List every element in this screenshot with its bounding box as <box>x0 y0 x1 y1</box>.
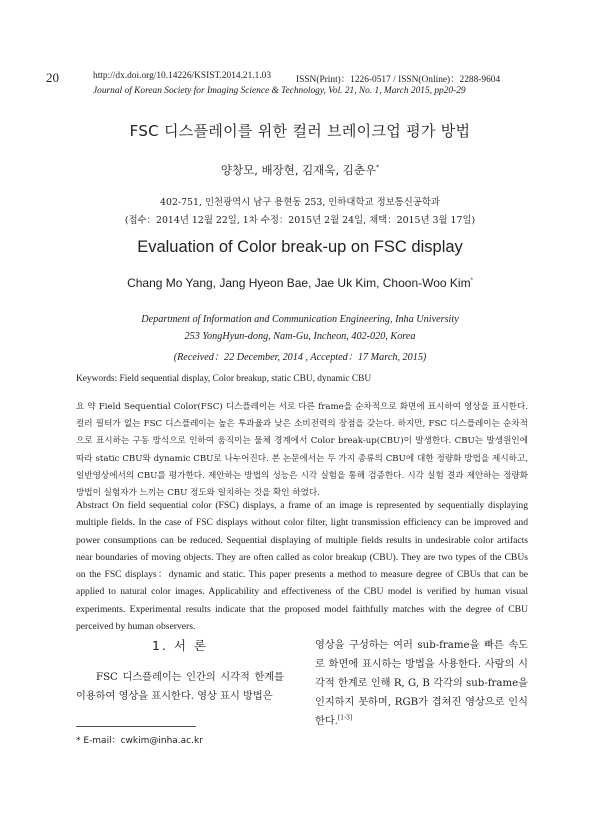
authors-english <box>0 276 600 290</box>
keywords: Keywords: Field sequential display, Color breakup, static CBU, dynamic CBU <box>76 374 372 384</box>
intro-left-column <box>76 668 284 706</box>
footnote-email: * E-mail：cwkim@inha.ac.kr <box>76 736 203 746</box>
authors-korean <box>0 162 600 178</box>
abstract-english: Abstract On field sequential color (FSC) displays, a frame of an image is represented by sequentially displaying multiple fields. In the case of FSC displays without color filter, light transmission efficiency can be improved and power consumptions can be reduced. Sequential displaying of multiple fields results in undesirable color artifacts near boundaries of moving objects. They are often called as color breakup (CBU). They are two types of the CBUs on the FSC displays：dynamic and static. This paper presents a method to measure degree of CBUs that can be applied to natural color images. Applicability and effectiveness of the CBU model is verified by human visual experiments. Experimental results indicate that the proposed model faithfully matches with the degree of CBU perceived by human observers. <box>76 500 528 633</box>
citation-ref: [1-3] <box>337 714 353 722</box>
footnote-rule <box>76 726 196 727</box>
authors-korean-names: 양창모, 배장현, 김재욱, 김춘우 <box>220 163 377 177</box>
intro-right-column <box>315 636 528 731</box>
doi-link[interactable]: http://dx.doi.org/10.14226/KSIST.2014.21.1.03 <box>93 71 272 81</box>
intro-left-text: FSC 디스플레이는 인간의 시각적 한계를 이용하여 영상을 표시한다. 영상 표시 방법은 <box>76 672 284 702</box>
received-dates: (Received：22 December, 2014 , Accepted：17 March, 2015) <box>173 352 427 363</box>
title-korean: FSC 디스플레이를 위한 컬러 브레이크업 평가 방법 <box>129 122 471 140</box>
dates-korean: (접수：2014년 12월 22일, 1차 수정：2015년 2월 24일, 채택：2015년 3월 17일) <box>124 215 476 226</box>
corresponding-author-mark-en: * <box>470 278 473 284</box>
title-english: Evaluation of Color break-up on FSC display <box>137 238 463 256</box>
affiliation-english-line2: 253 YongHyun-dong, Nam-Gu, Incheon, 402-020, Korea <box>184 331 416 342</box>
page-number: 20 <box>46 70 59 85</box>
authors-english-names: Chang Mo Yang, Jang Hyeon Bae, Jae Uk Kim, Choon-Woo Kim <box>127 276 471 290</box>
section-heading-introduction: 1. 서 론 <box>151 638 209 653</box>
abstract-korean: 요 약 Field Sequential Color(FSC) 디스플레이는 서로 다른 frame을 순차적으로 화면에 표시하여 영상을 표시한다. 컬러 필터가 없는 FSC 디스플레이는 높은 투과율과 낮은 소비전력의 장점을 갖는다. 하지만, FSC 디스플레이는 순차적으로 표시하는 구동 방식으로 인하여 움직이는 물체 경계에서 Color break-up(CBU)이 발생한다. CBU는 발생원인에 따라 static CBU와 dynamic CBU로 나누어진다. 본 논문에서는 두 가지 종류의 CBU에 대한 정량화 방법을 제시하고, 일반영상에서의 CBU를 평가한다. 제안하는 방법의 성능은 시각 실험을 통해 검증한다. 시각 실험 결과 제안하는 정량화 방법이 실험자가 느끼는 CBU 정도와 일치하는 것을 확인 하였다. <box>76 402 528 499</box>
issn-text: ISSN(Print)：1226-0517 / ISSN(Online)：2288-9604 <box>296 75 501 85</box>
intro-right-text: 영상을 구성하는 여러 sub-frame을 빠른 속도로 화면에 표시하는 방법을 사용한다. 사람의 시각적 한계로 인해 R, G, B 각각의 sub-frame을 인지하지 못하며, RGB가 겹쳐진 영상으로 인식한다. <box>315 640 528 727</box>
affiliation-english-line1: Department of Information and Communication Engineering, Inha University <box>141 314 459 325</box>
corresponding-author-mark: * <box>376 164 380 172</box>
journal-citation: Journal of Korean Society for Imaging Science & Technology, Vol. 21, No. 1, March 2015, pp20-29 <box>93 86 466 96</box>
affiliation-korean: 402-751, 인천광역시 남구 용현동 253, 인하대학교 정보통신공학과 <box>160 197 440 208</box>
